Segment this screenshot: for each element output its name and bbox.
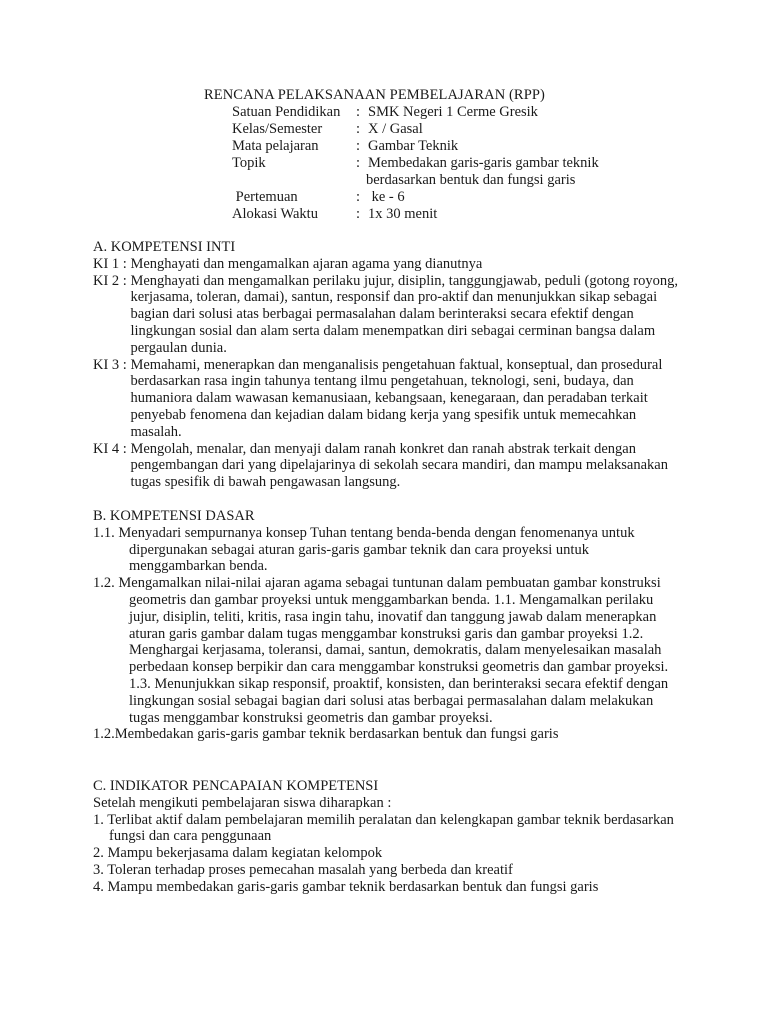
identity-separator: :	[356, 206, 361, 222]
list-item: 4. Mampu membedakan garis-garis gambar teknik berdasarkan bentuk dan fungsi garis	[93, 878, 599, 895]
section-indikator	[93, 778, 683, 896]
item-text: Menghayati dan mengamalkan ajaran agama yang dianutnya	[130, 255, 483, 272]
list-item	[93, 441, 683, 491]
list-item: 1. Terlibat aktif dalam pembelajaran memilih peralatan dan kelengkapan gambar teknik berdasarkan fungsi dan cara penggunaan	[93, 811, 674, 845]
item-number: KI 3 :	[93, 356, 131, 373]
item-text: Mengolah, menalar, dan menyaji dalam ranah konkret dan ranah abstrak terkait dengan pengembangan dari yang dipelajarinya di sekolah secara mandiri, dan mampu melaksanakan tugas spesifik di bawah pengawasan langsung.	[130, 440, 668, 491]
identity-row	[232, 189, 405, 206]
section-kompetensi-dasar	[93, 508, 683, 743]
identity-value: ke - 6	[368, 189, 405, 205]
list-item	[93, 273, 683, 357]
list-item: 1.2. Mengamalkan nilai-nilai ajaran agama sebagai tuntunan dalam pembuatan gambar konstruksi geometris dan gambar proyeksi untuk menggambarkan benda. 1.1. Mengamalkan perilaku jujur, disiplin, teliti, kritis, rasa ingin tahu, inovatif dan tanggung jawab dalam menerapkan aturan garis gambar dalam tugas menggambar konstruksi garis dan gambar proyeksi 1.2. Menghargai kerjasama, toleransi, damai, santun, demokratis, dalam menyelesaikan masalah perbedaan konsep berpikir dan cara menggambar konstruksi geometris dan gambar proyeksi. 1.3. Menunjukkan sikap responsif, proaktif, konsisten, dan berinteraksi secara efektif dengan lingkungan sosial sebagai bagian dari solusi atas berbagai permasalahan dalam melakukan tugas menggambar konstruksi geometris dan gambar proyeksi.	[93, 575, 669, 726]
document-title: RENCANA PELAKSANAAN PEMBELAJARAN (RPP)	[204, 87, 545, 103]
identity-row	[232, 155, 599, 172]
item-text: Memahami, menerapkan dan menganalisis pengetahuan faktual, konseptual, dan prosedural berdasarkan rasa ingin tahunya tentang ilmu pengetahuan, teknologi, seni, budaya, dan humaniora dalam wawasan kemanusiaan, kebangsaan, kenegaraan, dan peradaban terkait penyebab fenomena dan kejadian dalam bidang kerja yang spesifik untuk memecahkan masalah.	[130, 356, 663, 440]
identity-value: berdasarkan bentuk dan fungsi garis	[366, 172, 576, 188]
section-heading: C. INDIKATOR PENCAPAIAN KOMPETENSI	[93, 778, 379, 794]
identity-row-continuation	[366, 172, 575, 189]
identity-separator: :	[356, 138, 361, 154]
item-number: KI 2 :	[93, 272, 131, 289]
item-number: KI 4 :	[93, 440, 131, 457]
identity-row	[232, 121, 423, 138]
list-item: 1.2.Membedakan garis-garis gambar teknik berdasarkan bentuk dan fungsi garis	[93, 726, 559, 743]
identity-separator: :	[356, 155, 361, 171]
item-text: Menghayati dan mengamalkan perilaku jujur, disiplin, tanggungjawab, peduli (gotong royong, kerjasama, toleran, damai), santun, responsif dan pro-aktif dan menunjukkan sikap sebagai bagian dari solusi atas berbagai permasalahan dalam berinteraksi secara efektif dengan lingkungan sosial dan alam serta dalam menempatkan diri sebagai cerminan bangsa dalam pergaulan dunia.	[130, 272, 678, 356]
identity-row	[232, 138, 458, 155]
list-item	[93, 357, 683, 441]
identity-value: 1x 30 menit	[368, 206, 438, 222]
identity-label: Topik	[232, 155, 266, 171]
identity-label: Alokasi Waktu	[232, 206, 318, 222]
identity-label: Pertemuan	[232, 189, 298, 205]
identity-label: Satuan Pendidikan	[232, 104, 341, 120]
identity-separator: :	[356, 189, 361, 205]
identity-separator: :	[356, 104, 361, 120]
identity-row	[232, 104, 538, 121]
identity-value: Membedakan garis-garis gambar teknik	[368, 155, 599, 171]
identity-separator: :	[356, 121, 361, 137]
identity-value: SMK Negeri 1 Cerme Gresik	[368, 104, 538, 120]
identity-label: Kelas/Semester	[232, 121, 323, 137]
section-heading: A. KOMPETENSI INTI	[93, 239, 236, 255]
identity-label: Mata pelajaran	[232, 138, 319, 154]
identity-value: Gambar Teknik	[368, 138, 459, 154]
list-item: 2. Mampu bekerjasama dalam kegiatan kelompok	[93, 845, 383, 862]
list-item	[93, 256, 683, 273]
section-intro: Setelah mengikuti pembelajaran siswa diharapkan :	[93, 794, 392, 811]
list-item: 3. Toleran terhadap proses pemecahan masalah yang berbeda dan kreatif	[93, 861, 513, 878]
item-number: KI 1 :	[93, 255, 131, 272]
list-item: 1.1. Menyadari sempurnanya konsep Tuhan tentang benda-benda dengan fenomenanya untuk dipergunakan sebagai aturan garis-garis gambar teknik dan cara proyeksi untuk menggambarkan benda.	[93, 524, 635, 575]
identity-value: X / Gasal	[368, 121, 423, 137]
identity-row	[232, 206, 437, 223]
section-kompetensi-inti	[93, 239, 683, 491]
section-heading: B. KOMPETENSI DASAR	[93, 508, 255, 524]
